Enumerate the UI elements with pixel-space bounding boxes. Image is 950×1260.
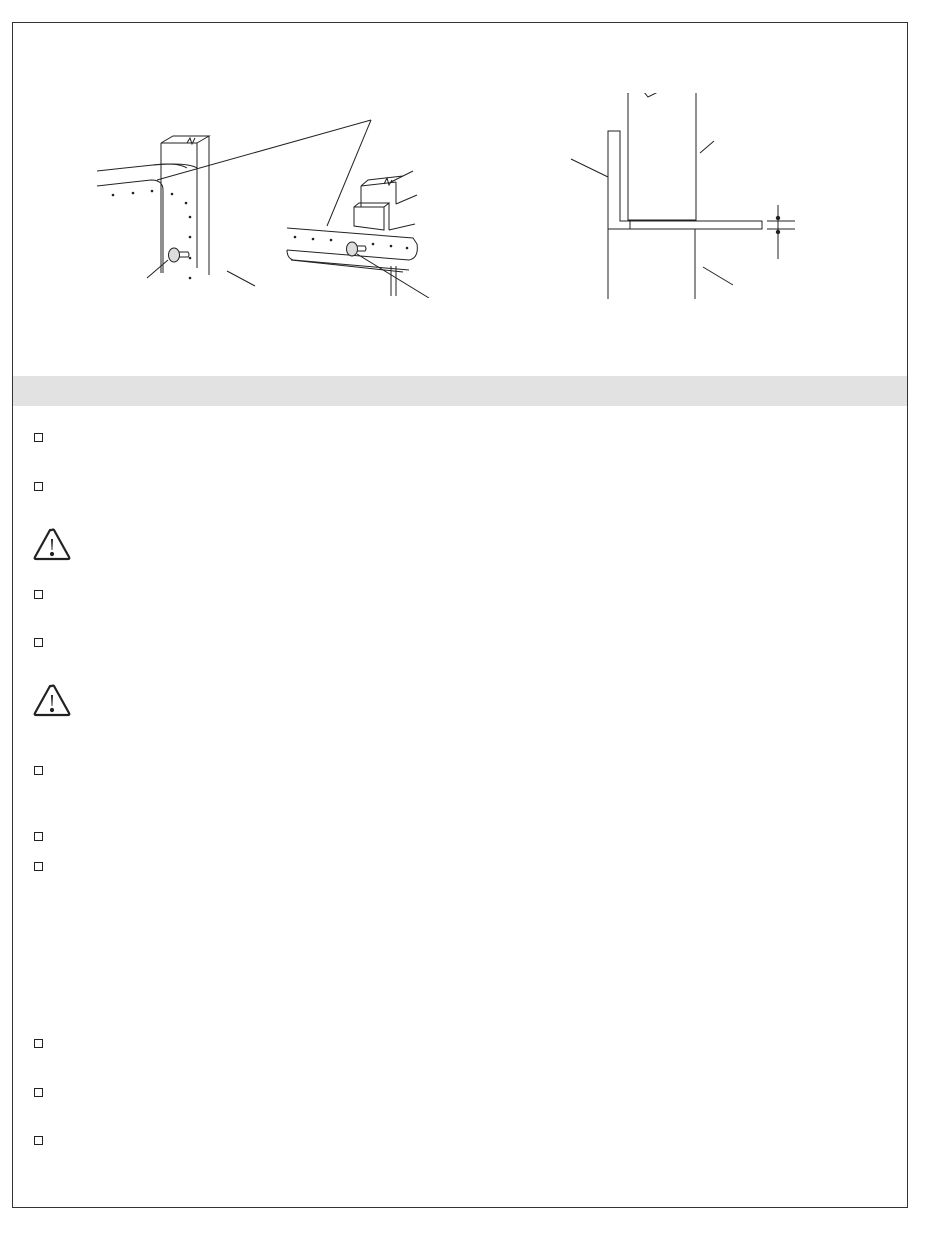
- bracket-mounting-illustration: [91, 98, 451, 298]
- clearance-section-illustration: [569, 93, 809, 323]
- checkbox-item-7[interactable]: [34, 862, 43, 871]
- section-header-bar: [13, 376, 907, 406]
- checkbox-item-5[interactable]: [34, 766, 43, 775]
- checkbox-item-6[interactable]: [34, 832, 43, 841]
- warning-triangle-icon: [32, 683, 72, 719]
- checkbox-item-8[interactable]: [34, 1039, 43, 1048]
- checkbox-item-9[interactable]: [34, 1088, 43, 1097]
- warning-triangle-icon: [32, 527, 72, 563]
- checkbox-item-1[interactable]: [34, 433, 43, 442]
- checkbox-item-10[interactable]: [34, 1136, 43, 1145]
- checkbox-item-3[interactable]: [34, 590, 43, 599]
- checkbox-item-2[interactable]: [34, 482, 43, 491]
- illustrations-area: [13, 23, 909, 375]
- document-page: [12, 22, 908, 1208]
- checkbox-item-4[interactable]: [34, 638, 43, 647]
